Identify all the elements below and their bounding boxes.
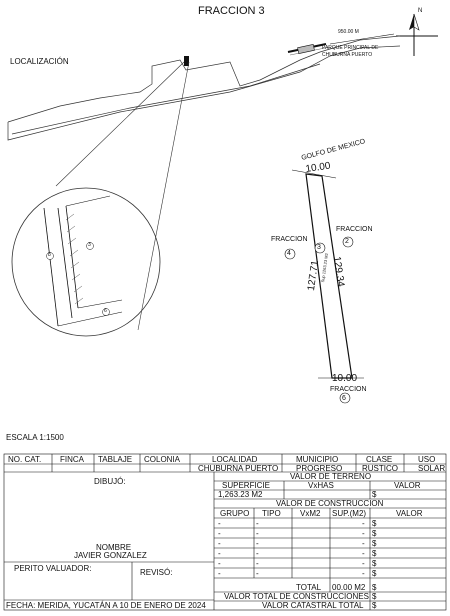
valor-total-construcciones-dollar: $	[372, 592, 377, 601]
row-3-tipo: -	[256, 539, 259, 548]
row-6-tipo: -	[256, 569, 259, 578]
parcel-number: 3	[317, 244, 321, 251]
detail-label-a: 8	[48, 252, 51, 258]
value-uso: SOLAR	[418, 464, 446, 473]
terreno-valor-dollar: $	[372, 490, 377, 499]
superficie-value: 1,263.23 M2	[218, 490, 263, 499]
row-1-dollar: $	[372, 519, 377, 528]
grupo-header: GRUPO	[220, 509, 250, 518]
bottom-neighbor-label: FRACCION	[330, 386, 367, 393]
row-6-sup: -	[362, 569, 365, 578]
row-4-grupo: -	[218, 549, 221, 558]
header-municipio: MUNICIPIO	[296, 455, 339, 464]
row-3-grupo: -	[218, 539, 221, 548]
header-finca: FINCA	[60, 455, 84, 464]
row-3-dollar: $	[372, 539, 377, 548]
vxm2-header: VxM2	[300, 509, 321, 518]
row-4-dollar: $	[372, 549, 377, 558]
valor-header: VALOR	[394, 481, 421, 490]
scale-label: ESCALA 1:1500	[6, 433, 64, 442]
park-label-line-1: PARQUE PRINCIPAL DE	[322, 45, 379, 51]
header-localidad: LOCALIDAD	[212, 455, 258, 464]
valor-catastral-total-label: VALOR CATASTRAL TOTAL	[262, 601, 364, 610]
parcel-area-label: Sup 1263.23 M2	[319, 252, 330, 283]
right-neighbor-number: 2	[345, 238, 349, 245]
value-municipio: PROGRESO	[296, 464, 343, 473]
valor-terreno-title: VALOR DE TERRENO	[290, 472, 372, 481]
valor-catastral-total-dollar: $	[372, 601, 377, 610]
row-2-tipo: -	[256, 529, 259, 538]
fecha-label: FECHA: MERIDA, YUCATÁN A 10 DE ENERO DE 2024	[6, 601, 206, 610]
right-length-label: 129.34	[330, 255, 347, 288]
row-1-sup: -	[362, 519, 365, 528]
right-neighbor-label: FRACCION	[336, 226, 373, 233]
header-no-cat: NO. CAT.	[8, 455, 42, 464]
total-label: TOTAL	[296, 583, 322, 592]
row-2-dollar: $	[372, 529, 377, 538]
row-5-grupo: -	[218, 559, 221, 568]
valor-construccion-header: VALOR	[396, 509, 423, 518]
bottom-neighbor-number: 6	[342, 395, 346, 402]
location-label: LOCALIZACIÓN	[10, 57, 69, 66]
row-5-sup: -	[362, 559, 365, 568]
row-3-sup: -	[362, 539, 365, 548]
nombre-value: JAVIER GONZALEZ	[74, 551, 147, 560]
row-2-sup: -	[362, 529, 365, 538]
row-1-tipo: -	[256, 519, 259, 528]
header-tablaje: TABLAJE	[98, 455, 133, 464]
park-label-line-2: CHUBURNA PUERTO	[322, 52, 373, 58]
bottom-width-label: 10.00	[332, 373, 358, 384]
sea-label: GOLFO DE MEXICO	[300, 138, 367, 162]
valor-total-construcciones-label: VALOR TOTAL DE CONSTRUCCIONES	[224, 592, 369, 601]
left-neighbor-number: 4	[287, 250, 291, 257]
total-dollar: $	[372, 583, 377, 592]
dibujo-label: DIBUJÓ:	[94, 477, 126, 486]
nombre-label: NOMBRE	[96, 543, 132, 552]
perito-label: PERITO VALUADOR:	[14, 564, 92, 573]
header-clase: CLASE	[366, 455, 393, 464]
reviso-label: REVISÓ:	[140, 568, 173, 577]
value-clase: RUSTICO	[362, 464, 398, 473]
tipo-header: TIPO	[262, 509, 281, 518]
row-6-dollar: $	[372, 569, 377, 578]
total-value: 00.00 M2	[332, 583, 366, 592]
value-localidad: CHUBURNA PUERTO	[198, 464, 279, 473]
detail-label-c: 6	[104, 308, 107, 314]
north-label: N	[418, 8, 423, 14]
row-5-dollar: $	[372, 559, 377, 568]
left-length-label: 127.71	[305, 259, 322, 292]
row-4-tipo: -	[256, 549, 259, 558]
page-title: FRACCION 3	[198, 5, 265, 17]
row-2-grupo: -	[218, 529, 221, 538]
row-6-grupo: -	[218, 569, 221, 578]
row-4-sup: -	[362, 549, 365, 558]
row-5-tipo: -	[256, 559, 259, 568]
superficie-header: SUPERFICIE	[222, 481, 271, 490]
row-1-grupo: -	[218, 519, 221, 528]
header-colonia: COLONIA	[144, 455, 181, 464]
left-neighbor-label: FRACCION	[271, 236, 308, 243]
top-width-label: 10.00	[304, 160, 332, 175]
sup-m2-header: SUP.(M2)	[332, 509, 367, 518]
vxhas-header: VxHAS	[308, 481, 334, 490]
detail-label-b: 3	[88, 242, 91, 248]
distance-label: 950.00 M	[338, 29, 359, 35]
header-uso: USO	[418, 455, 436, 464]
valor-construccion-title: VALOR DE CONSTRUCCION	[276, 499, 384, 508]
